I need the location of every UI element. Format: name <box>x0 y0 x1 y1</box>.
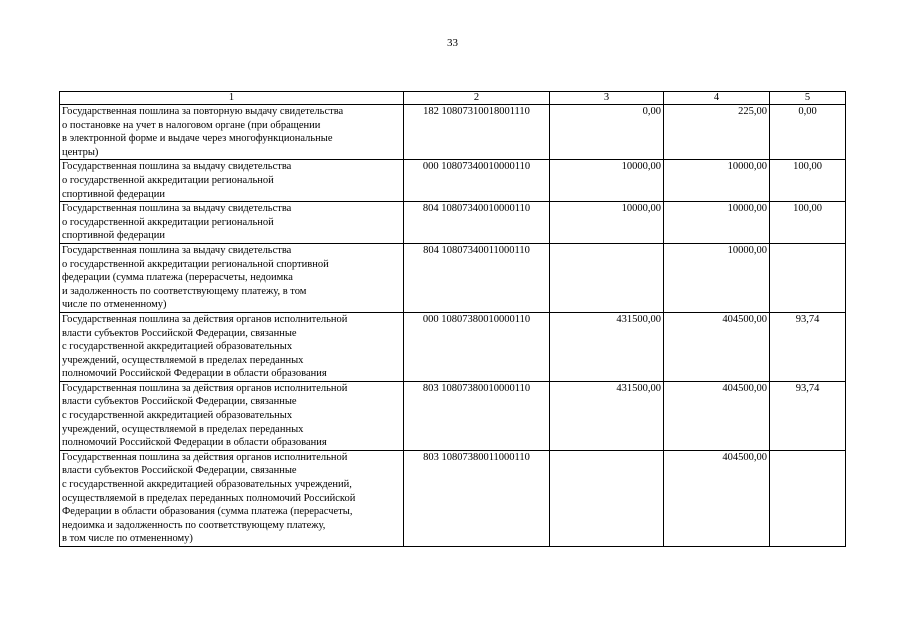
row-code: 803 10807380010000110 <box>404 381 550 450</box>
row-col4: 225,00 <box>664 105 770 160</box>
row-col4: 404500,00 <box>664 450 770 546</box>
row-col3 <box>550 450 664 546</box>
row-col5: 100,00 <box>770 160 846 202</box>
row-col4: 10000,00 <box>664 160 770 202</box>
row-col3: 0,00 <box>550 105 664 160</box>
header-cell-1: 1 <box>60 92 404 105</box>
header-cell-3: 3 <box>550 92 664 105</box>
row-col4: 10000,00 <box>664 202 770 244</box>
header-cell-4: 4 <box>664 92 770 105</box>
header-row <box>60 92 846 105</box>
table-row <box>60 160 846 202</box>
row-code: 804 10807340010000110 <box>404 202 550 244</box>
row-col3: 10000,00 <box>550 160 664 202</box>
row-col5 <box>770 243 846 312</box>
budget-table <box>59 91 846 547</box>
row-col4: 10000,00 <box>664 243 770 312</box>
row-col3: 431500,00 <box>550 381 664 450</box>
row-col5: 0,00 <box>770 105 846 160</box>
table-row <box>60 202 846 244</box>
row-description: Государственная пошлина за действия органов исполнительной власти субъектов Российской Федерации, связанные с государственной аккредитацией образовательных учреждений, осуществляемой в пределах переданных полномочий Российской Федерации в области образования (сумма платежа (перерасчеты, недоимка и задолженность по соответствующему платежу, в том числе по отмененному) <box>60 450 404 546</box>
row-code: 803 10807380011000110 <box>404 450 550 546</box>
row-col5: 93,74 <box>770 312 846 381</box>
row-description: Государственная пошлина за действия органов исполнительной власти субъектов Российской Федерации, связанные с государственной аккредитацией образовательных учреждений, осуществляемой в пределах переданных полномочий Российской Федерации в области образования <box>60 312 404 381</box>
page-number: 33 <box>447 37 458 49</box>
row-description: Государственная пошлина за выдачу свидетельства о государственной аккредитации региональной спортивной федерации <box>60 160 404 202</box>
row-description: Государственная пошлина за выдачу свидетельства о государственной аккредитации региональной спортивной федерации <box>60 202 404 244</box>
row-col4: 404500,00 <box>664 312 770 381</box>
header-cell-5: 5 <box>770 92 846 105</box>
row-code: 000 10807340010000110 <box>404 160 550 202</box>
row-description: Государственная пошлина за действия органов исполнительной власти субъектов Российской Федерации, связанные с государственной аккредитацией образовательных учреждений, осуществляемой в пределах переданных полномочий Российской Федерации в области образования <box>60 381 404 450</box>
row-col5: 100,00 <box>770 202 846 244</box>
row-col3: 431500,00 <box>550 312 664 381</box>
row-col3 <box>550 243 664 312</box>
row-col3: 10000,00 <box>550 202 664 244</box>
row-description: Государственная пошлина за повторную выдачу свидетельства о постановке на учет в налоговом органе (при обращении в электронной форме и выдаче через многофункциональные центры) <box>60 105 404 160</box>
table-row <box>60 450 846 546</box>
row-description: Государственная пошлина за выдачу свидетельства о государственной аккредитации региональной спортивной федерации (сумма платежа (перерасчеты, недоимка и задолженность по соответствующему платежу, в том числе по отмененному) <box>60 243 404 312</box>
table-row <box>60 243 846 312</box>
row-code: 000 10807380010000110 <box>404 312 550 381</box>
row-col5 <box>770 450 846 546</box>
row-col5: 93,74 <box>770 381 846 450</box>
row-col4: 404500,00 <box>664 381 770 450</box>
row-code: 804 10807340011000110 <box>404 243 550 312</box>
header-cell-2: 2 <box>404 92 550 105</box>
table-row <box>60 312 846 381</box>
row-code: 182 10807310018001110 <box>404 105 550 160</box>
table-row <box>60 105 846 160</box>
table-row <box>60 381 846 450</box>
